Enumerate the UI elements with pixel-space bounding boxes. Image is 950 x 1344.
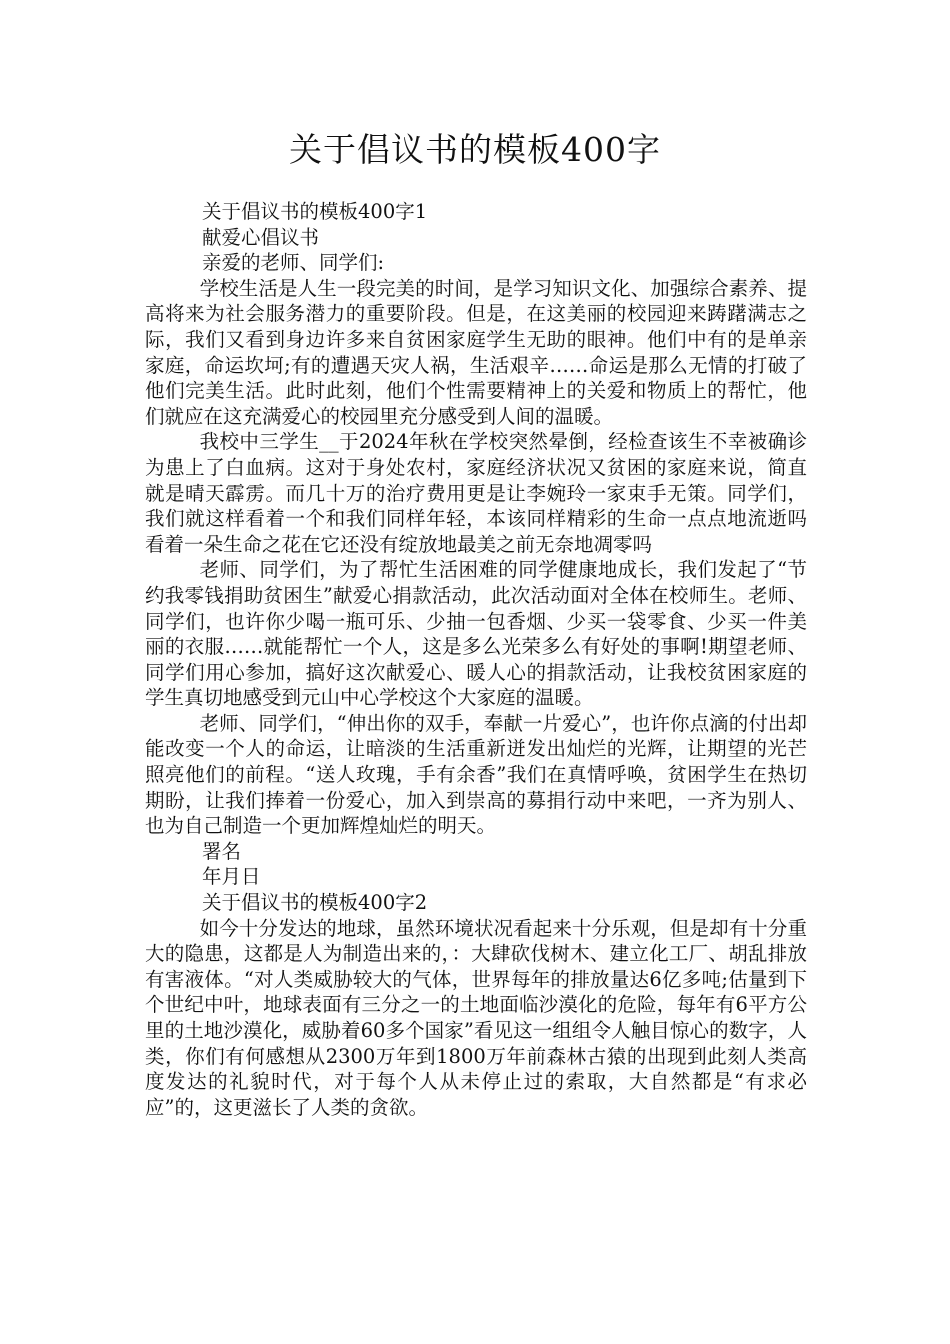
paragraph: 如今十分发达的地球，虽然环境状况看起来十分乐观，但是却有十分重大的隐患，这都是人为制造出来的，：大肆砍伐树木、建立化工厂、胡乱排放有害液体。“对人类威胁较大的气体，世界每年的排放量达6亿多吨;估量到下个世纪中叶，地球表面有三分之一的土地面临沙漠化的危险，每年有6平方公里的土地沙漠化，威胁着60多个国家”看见这一组组令人触目惊心的数字，人类，你们有何感想从2300万年到1800万年前森林古猿的出现到此刻人类高度发达的礼貌时代，对于每个人从未停止过的索取，大自然都是“有求必应”的，这更滋长了人类的贪欲。: [145, 916, 807, 1119]
greeting: 亲爱的老师、同学们:: [202, 251, 385, 275]
signature: 署名: [202, 839, 242, 863]
section-heading: 关于倡议书的模板400字2: [202, 891, 428, 915]
paragraph: 老师、同学们，“伸出你的双手，奉献一片爱心”，也许你点滴的付出却能改变一个人的命运，让暗淡的生活重新迸发出灿烂的光辉，让期望的光芒照亮他们的前程。“送人玫瑰，手有余香”我们在真情呼唤，贫困学生在热切期盼，让我们捧着一份爱心，加入到崇高的募捐行动中来吧，一齐为别人、也为自己制造一个更加辉煌灿烂的明天。: [145, 711, 807, 838]
section-heading: 关于倡议书的模板400字1: [202, 200, 428, 223]
paragraph: 学校生活是人生一段完美的时间，是学习知识文化、加强综合素养、提高将来为社会服务潜力的重要阶段。但是，在这美丽的校园迎来踌躇满志之际，我们又看到身边许多来自贫困家庭学生无助的眼神。他们中有的是单亲家庭，命运坎坷;有的遭遇天灾人祸，生活艰辛……命运是那么无情的打破了他们完美生活。此时此刻，他们个性需要精神上的关爱和物质上的帮忙，他们就应在这充满爱心的校园里充分感受到人间的温暖。: [145, 276, 807, 428]
document-body: [145, 199, 807, 1120]
date-line: 年月日: [202, 865, 261, 889]
document-title: 关于倡议书的模板400字: [289, 130, 661, 169]
paragraph: 老师、同学们，为了帮忙生活困难的同学健康地成长，我们发起了“节约我零钱捐助贫困生”献爱心捐款活动，此次活动面对全体在校师生。老师、同学们，也许你少喝一瓶可乐、少抽一包香烟、少买一袋零食、少买一件美丽的衣服……就能帮忙一个人，这是多么光荣多么有好处的事啊!期望老师、同学们用心参加，搞好这次献爱心、暖人心的捐款活动，让我校贫困家庭的学生真切地感受到元山中心学校这个大家庭的温暖。: [145, 558, 807, 710]
section-subheading: 献爱心倡议书: [202, 225, 320, 249]
paragraph: 我校中三学生__于2024年秋在学校突然晕倒，经检查该生不幸被确诊为患上了白血病。这对于身处农村，家庭经济状况又贫困的家庭来说，简直就是晴天霹雳。而几十万的治疗费用更是让李婉玲一家束手无策。同学们，我们就这样看着一个和我们同样年轻，本该同样精彩的生命一点点地流逝吗看着一朵生命之花在它还没有绽放地最美之前无奈地凋零吗: [145, 430, 807, 556]
